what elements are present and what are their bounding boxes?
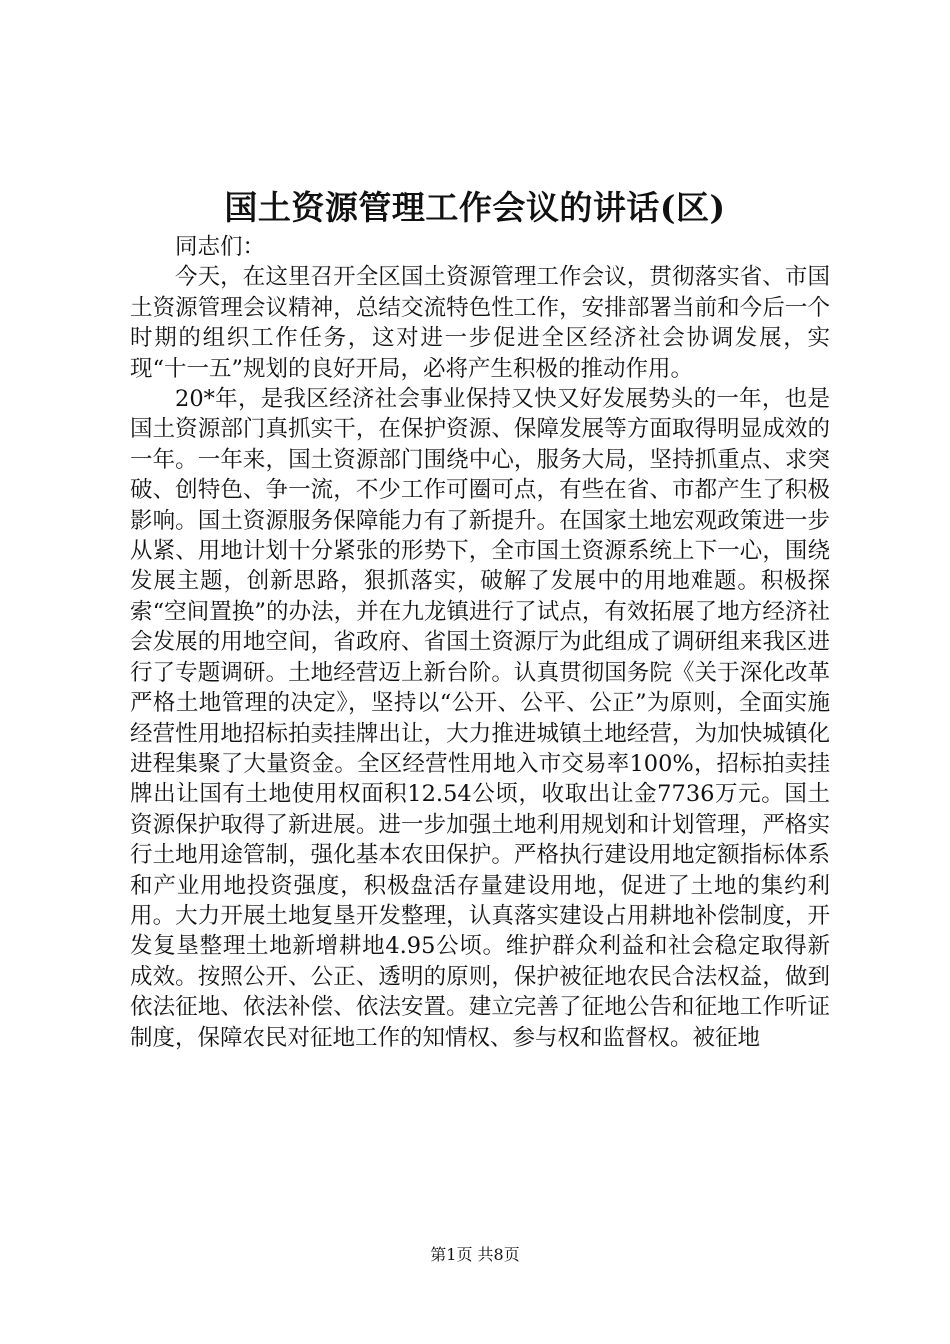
greeting-line: 同志们： bbox=[175, 234, 266, 260]
paragraph-2: 20*年，是我区经济社会事业保持又快又好发展势头的一年，也是国土资源部门真抓实干，在保护资源、保障发展等方面取得明显成效的一年。一年来，国土资源部门围绕中心，服务大局，坚持抓重点、求突破、创特色、争一流，不少工作可圈可点，有些在省、市都产生了积极影响。国土资源服务保障能力有了新提升。在国家土地宏观政策进一步从紧、用地计划十分紧张的形势下，全市国土资源系统上下一心，围绕发展主题，创新思路，狠抓落实，破解了发展中的用地难题。积极探索“空间置换”的办法，并在九龙镇进行了试点，有效拓展了地方经济社会发展的用地空间，省政府、省国土资源厅为此组成了调研组来我区进行了专题调研。土地经营迈上新台阶。认真贯彻国务院《关于深化改革严格土地管理的决定》，坚持以“公开、公平、公正”为原则，全面实施经营性用地招标拍卖挂牌出让，大力推进城镇土地经营，为加快城镇化进程集聚了大量资金。全区经营性用地入市交易率100%，招标拍卖挂牌出让国有土地使用权面积12.54公顷，收取出让金7736万元。国土资源保护取得了新进展。进一步加强土地利用规划和计划管理，严格实行土地用途管制，强化基本农田保护。严格执行建设用地定额指标体系和产业用地投资强度，积极盘活存量建设用地，促进了土地的集约利用。大力开展土地复垦开发整理，认真落实建设占用耕地补偿制度，开发复垦整理土地新增耕地4.95公顷。维护群众利益和社会稳定取得新成效。按照公开、公正、透明的原则，保护被征地农民合法权益，做到依法征地、依法补偿、依法安置。建立完善了征地公告和征地工作听证制度，保障农民对征地工作的知情权、参与权和监督权。被征地 bbox=[130, 386, 830, 1051]
document-title: 国土资源管理工作会议的讲话(区) bbox=[224, 188, 726, 227]
page-footer: 第1页 共8页 bbox=[430, 1245, 520, 1264]
document-body bbox=[130, 232, 830, 1053]
paragraph-1: 今天，在这里召开全区国土资源管理工作会议，贯彻落实省、市国土资源管理会议精神，总结交流特色性工作，安排部署当前和今后一个时期的组织工作任务，这对进一步促进全区经济社会协调发展，实现“十一五”规划的良好开局，必将产生积极的推动作用。 bbox=[130, 264, 830, 382]
